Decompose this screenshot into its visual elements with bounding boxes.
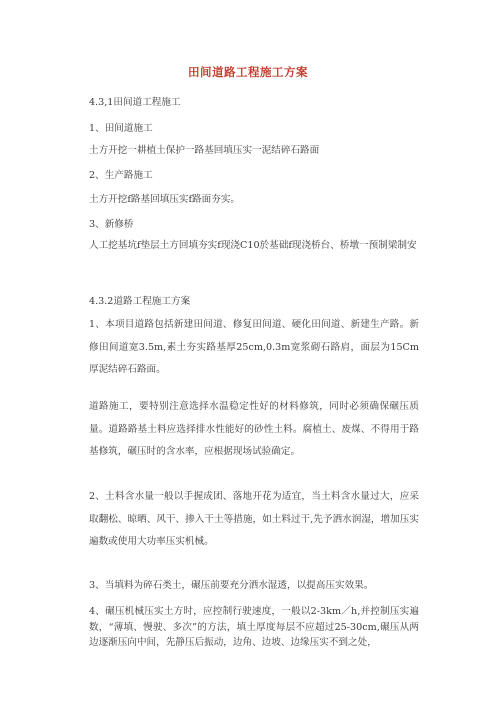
document-title: 田间道路工程施工方案: [188, 65, 308, 79]
paragraph-soil-moisture: [89, 486, 419, 554]
subheading-field-road: 1、田间道施工: [89, 123, 153, 134]
paragraph-text: 1、本项目道路包括新建田间道、修复田间道、硬化田间道、新建生产路。新修田间道宽3.5m,素土夯实路基厚25cm,0.3m宽浆砌石路肩，面层为15Cm厚泥结碎石路面。: [89, 319, 419, 375]
section-heading-4-3-1: 4.3,1田间道工程施工: [89, 97, 181, 108]
paragraph-compaction: [89, 604, 419, 651]
paragraph-road-construction: [89, 396, 419, 464]
paragraph-project-roads: [89, 314, 419, 382]
section-heading-4-3-2: 4.3.2道路工程施工方案: [89, 296, 191, 307]
paragraph-text: 道路施工，要特别注意选择水温稳定性好的材料修筑，同时必须确保碾压质量。道路路基土料应选择排水性能好的砂性土料。腐植土、废煤、不得用于路基修筑，碾压时的含水率，应根据现场试验确定。: [89, 401, 419, 457]
paragraph-text: 2、土料含水量一般以手握成团、落地开花为适宜，当土料含水量过大，应采取翻松、晾晒、风干、掺入干土等措施，如土料过干,先予洒水润湿，增加压实遍数或使用大功率压实机械。: [89, 491, 419, 547]
subheading-new-bridge: 3、新修桥: [89, 219, 134, 230]
paragraph-field-road-steps: 土方开挖一耕植土保护一路基回填压实一泥结碎石路面: [89, 145, 320, 156]
paragraph-gravel-fill: 3、当填料为碎石类土，碾压前要充分洒水湿透，以提高压实效果。: [89, 580, 374, 591]
paragraph-bridge-steps: [89, 235, 420, 258]
paragraph-production-road-steps: 土方开挖f路基回填压实f路面夯实。: [89, 194, 241, 205]
subheading-production-road: 2、生产路施工: [89, 170, 153, 181]
paragraph-text: 人工挖基坑f垫层土方回填夯实f现浇C10於基础f现浇桥台、桥墩一预制梁制安: [89, 240, 417, 251]
paragraph-text: 4、碾压机械压实土方时，应控制行驶速度，一般以2-3km／h,并控制压实遍数，“薄填、慢驶、多次”的方法，填土厚度每层不应超过25-30cm,碾压从两边逐渐压向中间，先静压后振动，边角、边坡、边缘压实不到之处，: [89, 606, 419, 648]
